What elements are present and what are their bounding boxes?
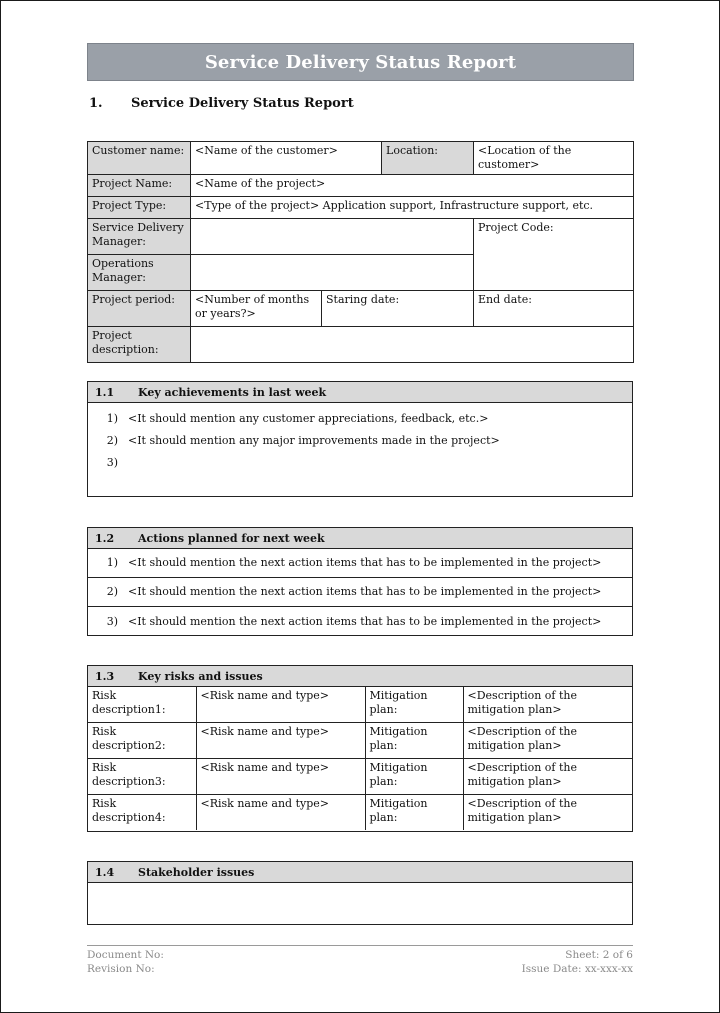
mitigation-field[interactable]: <Description of the mitigation plan>: [463, 687, 632, 723]
risks-table: [88, 687, 632, 830]
operations-manager-field[interactable]: [191, 255, 474, 291]
risk-label: Risk description2:: [88, 723, 196, 759]
item-number: 3): [106, 456, 118, 469]
mitigation-label: Mitigation plan:: [365, 687, 463, 723]
item-number: 3): [106, 614, 118, 628]
project-description-label: Project description:: [88, 327, 191, 363]
revision-no-label: Revision No:: [87, 963, 155, 975]
footer-left: [87, 948, 164, 976]
item-text: <It should mention any customer appreciations, feedback, etc.>: [128, 412, 489, 425]
section-title: Actions planned for next week: [138, 531, 325, 545]
section-title: Key achievements in last week: [138, 385, 327, 399]
starting-date-field[interactable]: [322, 291, 474, 327]
section-number: 1.2: [95, 531, 115, 545]
risk-label: Risk description3:: [88, 759, 196, 795]
project-period-field[interactable]: <Number of months or years?>: [191, 291, 322, 327]
project-code-field[interactable]: [474, 219, 634, 291]
project-type-field[interactable]: <Type of the project> Application support, Infrastructure support, etc.: [191, 197, 634, 219]
customer-name-label: Customer name:: [88, 142, 191, 175]
service-delivery-manager-field[interactable]: [191, 219, 474, 255]
list-item[interactable]: [88, 578, 632, 607]
key-achievements-section: [87, 381, 633, 497]
project-info-table: [87, 141, 634, 363]
risk-label: Risk description1:: [88, 687, 196, 723]
section-number: 1.4: [95, 865, 115, 879]
item-text: <It should mention the next action items that has to be implemented in the project>: [128, 556, 602, 569]
stakeholder-issues-section: [87, 861, 633, 925]
mitigation-label: Mitigation plan:: [365, 795, 463, 831]
mitigation-field[interactable]: <Description of the mitigation plan>: [463, 759, 632, 795]
mitigation-field[interactable]: <Description of the mitigation plan>: [463, 723, 632, 759]
section-title: Service Delivery Status Report: [131, 96, 354, 111]
section-title: Stakeholder issues: [138, 865, 255, 879]
footer-divider: [87, 945, 633, 946]
project-period-label: Project period:: [88, 291, 191, 327]
starting-date-label: Staring date:: [326, 293, 400, 306]
list-item[interactable]: [88, 607, 632, 636]
risk-field[interactable]: <Risk name and type>: [196, 795, 365, 831]
section-title: Key risks and issues: [138, 669, 263, 683]
item-number: 2): [106, 434, 118, 447]
risks-issues-header: [88, 666, 632, 687]
section-number: 1.3: [95, 669, 115, 683]
section-number: 1.: [89, 96, 103, 111]
section-heading: [89, 96, 354, 111]
list-item[interactable]: [88, 456, 632, 478]
mitigation-label: Mitigation plan:: [365, 723, 463, 759]
project-type-label: Project Type:: [88, 197, 191, 219]
key-achievements-header: [88, 382, 632, 403]
location-label: Location:: [382, 142, 474, 175]
planned-actions-header: [88, 528, 632, 549]
customer-name-field[interactable]: <Name of the customer>: [191, 142, 382, 175]
issue-date: Issue Date: xx-xxx-xx: [521, 963, 633, 975]
operations-manager-label: Operations Manager:: [88, 255, 191, 291]
table-row: [88, 759, 632, 795]
item-number: 2): [106, 585, 118, 598]
achievements-list: [88, 403, 632, 478]
item-text: <It should mention any major improvements made in the project>: [128, 434, 500, 447]
mitigation-field[interactable]: <Description of the mitigation plan>: [463, 795, 632, 831]
risk-label: Risk description4:: [92, 797, 166, 824]
project-name-label: Project Name:: [88, 175, 191, 197]
list-item[interactable]: [88, 434, 632, 456]
table-row: [88, 723, 632, 759]
project-code-label: Project Code:: [478, 221, 554, 234]
risk-field[interactable]: <Risk name and type>: [196, 723, 365, 759]
service-delivery-manager-label: Service Delivery Manager:: [88, 219, 191, 255]
section-number: 1.1: [95, 385, 115, 399]
mitigation-label: Mitigation plan:: [365, 759, 463, 795]
list-item[interactable]: [88, 412, 632, 434]
risk-field[interactable]: <Risk name and type>: [196, 687, 365, 723]
item-number: 1): [106, 556, 118, 569]
risk-field[interactable]: <Risk name and type>: [196, 759, 365, 795]
item-text: <It should mention the next action items that has to be implemented in the project>: [128, 585, 602, 598]
report-banner-title: Service Delivery Status Report: [87, 43, 634, 81]
sheet-number: Sheet: 2 of 6: [565, 949, 633, 961]
item-number: 1): [106, 412, 118, 425]
end-date-label: End date:: [478, 293, 532, 306]
planned-actions-section: [87, 527, 633, 636]
location-field[interactable]: <Location of the customer>: [474, 142, 634, 175]
list-item[interactable]: [88, 549, 632, 578]
project-description-field[interactable]: [191, 327, 634, 363]
footer-right: [522, 948, 633, 976]
project-name-field[interactable]: <Name of the project>: [191, 175, 634, 197]
table-row: [88, 687, 632, 723]
stakeholder-issues-field[interactable]: [88, 883, 632, 923]
table-row: [88, 795, 632, 831]
end-date-field[interactable]: [474, 291, 634, 327]
document-no-label: Document No:: [87, 949, 164, 961]
item-text: <It should mention the next action items that has to be implemented in the project>: [128, 614, 602, 628]
stakeholder-issues-header: [88, 862, 632, 883]
risks-issues-section: [87, 665, 633, 832]
actions-list: [88, 549, 632, 636]
